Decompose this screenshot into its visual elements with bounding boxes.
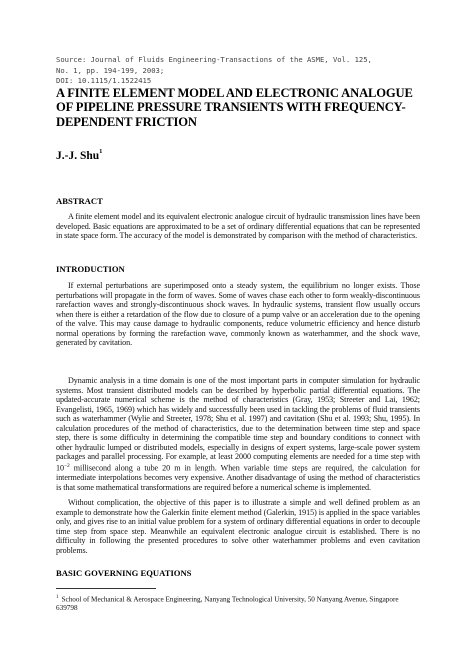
intro-paragraph-3: Without complication, the objective of this paper is to illustrate a simple and well defined problem as an example to demonstrate how the Galerkin finite element method (Galerkin, 1915) is applied in the space variables only, and gives rise to an initial value problem for a system of ordinary differential equations in order to decouple time step from space step. Meanwhile an equivalent electronic analogue circuit is established. There is no difficulty in following the presented procedures to solve other waterhammer problems and even cavitation problems. <box>56 498 420 555</box>
intro-paragraph-2 <box>56 376 420 492</box>
author-footnote-mark: 1 <box>99 148 103 155</box>
author-name: J.-J. Shu <box>56 149 100 162</box>
footnote-mark: 1 <box>56 595 59 600</box>
footnote-text: School of Mechanical & Aerospace Engineering, Nanyang Technological University, 50 Nanyang Avenue, Singapore 639798 <box>56 595 399 613</box>
intro-paragraph-2-text-a: Dynamic analysis in a time domain is one of the most important parts in computer simulation for hydraulic systems. Most transient distributed models can be described by hyperbolic partial differential equations. The updated-accurate numerical scheme is the method of characteristics (Gray, 1953; Streeter and Lai, 1962; Evangelisti, 1965, 1969) which has widely and successfully been used in tackling the problems of fluid transients such as waterhammer (Wylie and Streeter, 1978; Shu et al. 1997) and cavitation (Shu et al. 1993; Shu, 1995). In calculation procedures of the method of characteristics, due to the determination between time step and space step, there is some difficulty in determining the compatible time step and boundary conditions to connect with other hydraulic lumped or distributed models, especially in designs of expert systems, large-scale power system packages and parallel processing. For example, at least 2000 computing elements are needed for a time step with 10 <box>56 376 420 473</box>
intro-paragraph-2-exponent: −2 <box>63 462 70 469</box>
introduction-heading: INTRODUCTION <box>56 264 125 274</box>
intro-paragraph-2-text-b: millisecond along a tube 20 m in length. When variable time steps are required, the calculation for intermediate interpolations becomes very expensive. Another disadvantage of using the method of characteristics is that some mathematical transformations are required before a numerical scheme is implemented. <box>56 463 420 492</box>
abstract-heading: ABSTRACT <box>56 196 103 206</box>
basic-equations-heading: BASIC GOVERNING EQUATIONS <box>56 568 192 578</box>
paper-title: A FINITE ELEMENT MODEL AND ELECTRONIC ANALOGUE OF PIPELINE PRESSURE TRANSIENTS WITH FREQUENCY-DEPENDENT FRICTION <box>56 86 413 129</box>
source-citation: Source: Journal of Fluids Engineering-Transactions of the ASME, Vol. 125, No. 1, pp. 194-199, 2003; DOI: 10.1115/1.1522415 <box>56 55 372 85</box>
footnote <box>56 593 420 613</box>
intro-paragraph-1: If external perturbations are superimposed onto a steady system, the equilibrium no longer exists. Those perturbations will propagate in the form of waves. Some of waves chase each other to form weakly-discontinuous rarefaction waves and strongly-discontinuous shock waves. In hydraulic systems, transient flow usually occurs when there is either a retardation of the flow due to closure of a pump valve or an acceleration due to the opening of the valve. This may cause damage to hydraulic components, reduce volumetric efficiency and hence disturb normal operations by forming the rarefaction wave, commonly known as waterhammer, and the shock wave, generated by cavitation. <box>56 281 420 348</box>
footnote-divider <box>56 588 156 589</box>
author-line <box>56 149 102 162</box>
abstract-text: A finite element model and its equivalent electronic analogue circuit of hydraulic transmission lines have been developed. Basic equations are approximated to be a set of ordinary differential equations that can be represented in state space form. The accuracy of the model is demonstrated by comparison with the method of characteristics. <box>56 212 420 241</box>
